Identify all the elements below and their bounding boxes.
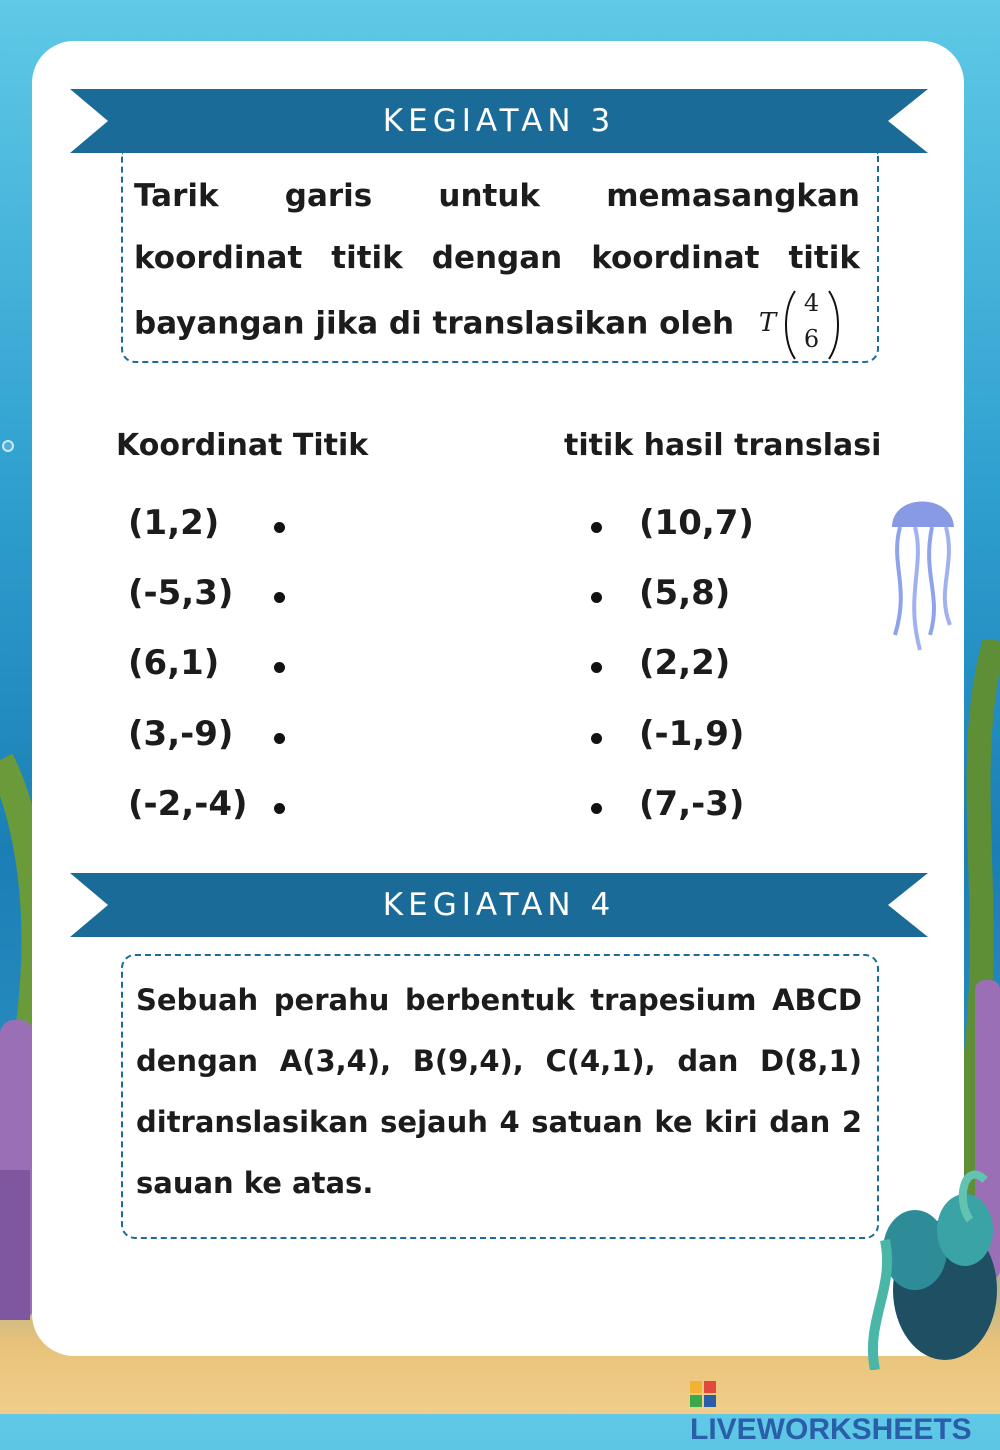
bubble-decoration <box>2 440 14 452</box>
vector-top: 4 <box>803 289 820 317</box>
left-point: (3,-9) <box>128 714 234 754</box>
left-connector-dot[interactable] <box>274 522 285 533</box>
vector-symbol: T <box>758 308 777 338</box>
right-connector-dot[interactable] <box>591 592 602 603</box>
jellyfish-decoration <box>870 485 970 655</box>
left-point: (6,1) <box>128 643 220 683</box>
left-connector-dot[interactable] <box>274 662 285 673</box>
left-connector-dot[interactable] <box>274 733 285 744</box>
right-connector-dot[interactable] <box>591 522 602 533</box>
left-point: (1,2) <box>128 503 220 543</box>
right-point: (5,8) <box>639 573 731 613</box>
activity4-title: KEGIATAN 4 <box>382 887 616 923</box>
right-point: (2,2) <box>639 643 731 683</box>
left-connector-dot[interactable] <box>274 803 285 814</box>
watermark-text: LIVEWORKSHEETS <box>690 1413 972 1446</box>
right-point: (10,7) <box>639 503 754 543</box>
translation-vector <box>759 289 849 361</box>
activity3-instruction <box>134 165 860 361</box>
right-connector-dot[interactable] <box>591 662 602 673</box>
right-point: (-1,9) <box>639 714 745 754</box>
left-point: (-5,3) <box>128 573 234 613</box>
right-column-header: titik hasil translasi <box>564 428 882 463</box>
activity3-banner <box>70 89 928 153</box>
activity4-text: Sebuah perahu berbentuk trapesium ABCD dengan A(3,4), B(9,4), C(4,1), dan D(8,1) ditranslasikan sejauh 4 satuan ke kiri dan 2 sauan ke atas. <box>136 983 862 1200</box>
right-point: (7,-3) <box>639 784 745 824</box>
vector-bottom: 6 <box>803 325 820 353</box>
left-point: (-2,-4) <box>128 784 248 824</box>
activity4-banner <box>70 873 928 937</box>
liveworksheets-icon <box>690 1378 716 1404</box>
left-connector-dot[interactable] <box>274 592 285 603</box>
right-connector-dot[interactable] <box>591 803 602 814</box>
activity3-title: KEGIATAN 3 <box>382 103 616 139</box>
right-connector-dot[interactable] <box>591 733 602 744</box>
left-column-header: Koordinat Titik <box>116 428 369 463</box>
liveworksheets-logo <box>690 1370 1000 1446</box>
instruction-text: Tarik garis untuk memasangkan koordinat titik dengan koordinat titik bayangan jika di translasikan oleh <box>134 178 860 342</box>
